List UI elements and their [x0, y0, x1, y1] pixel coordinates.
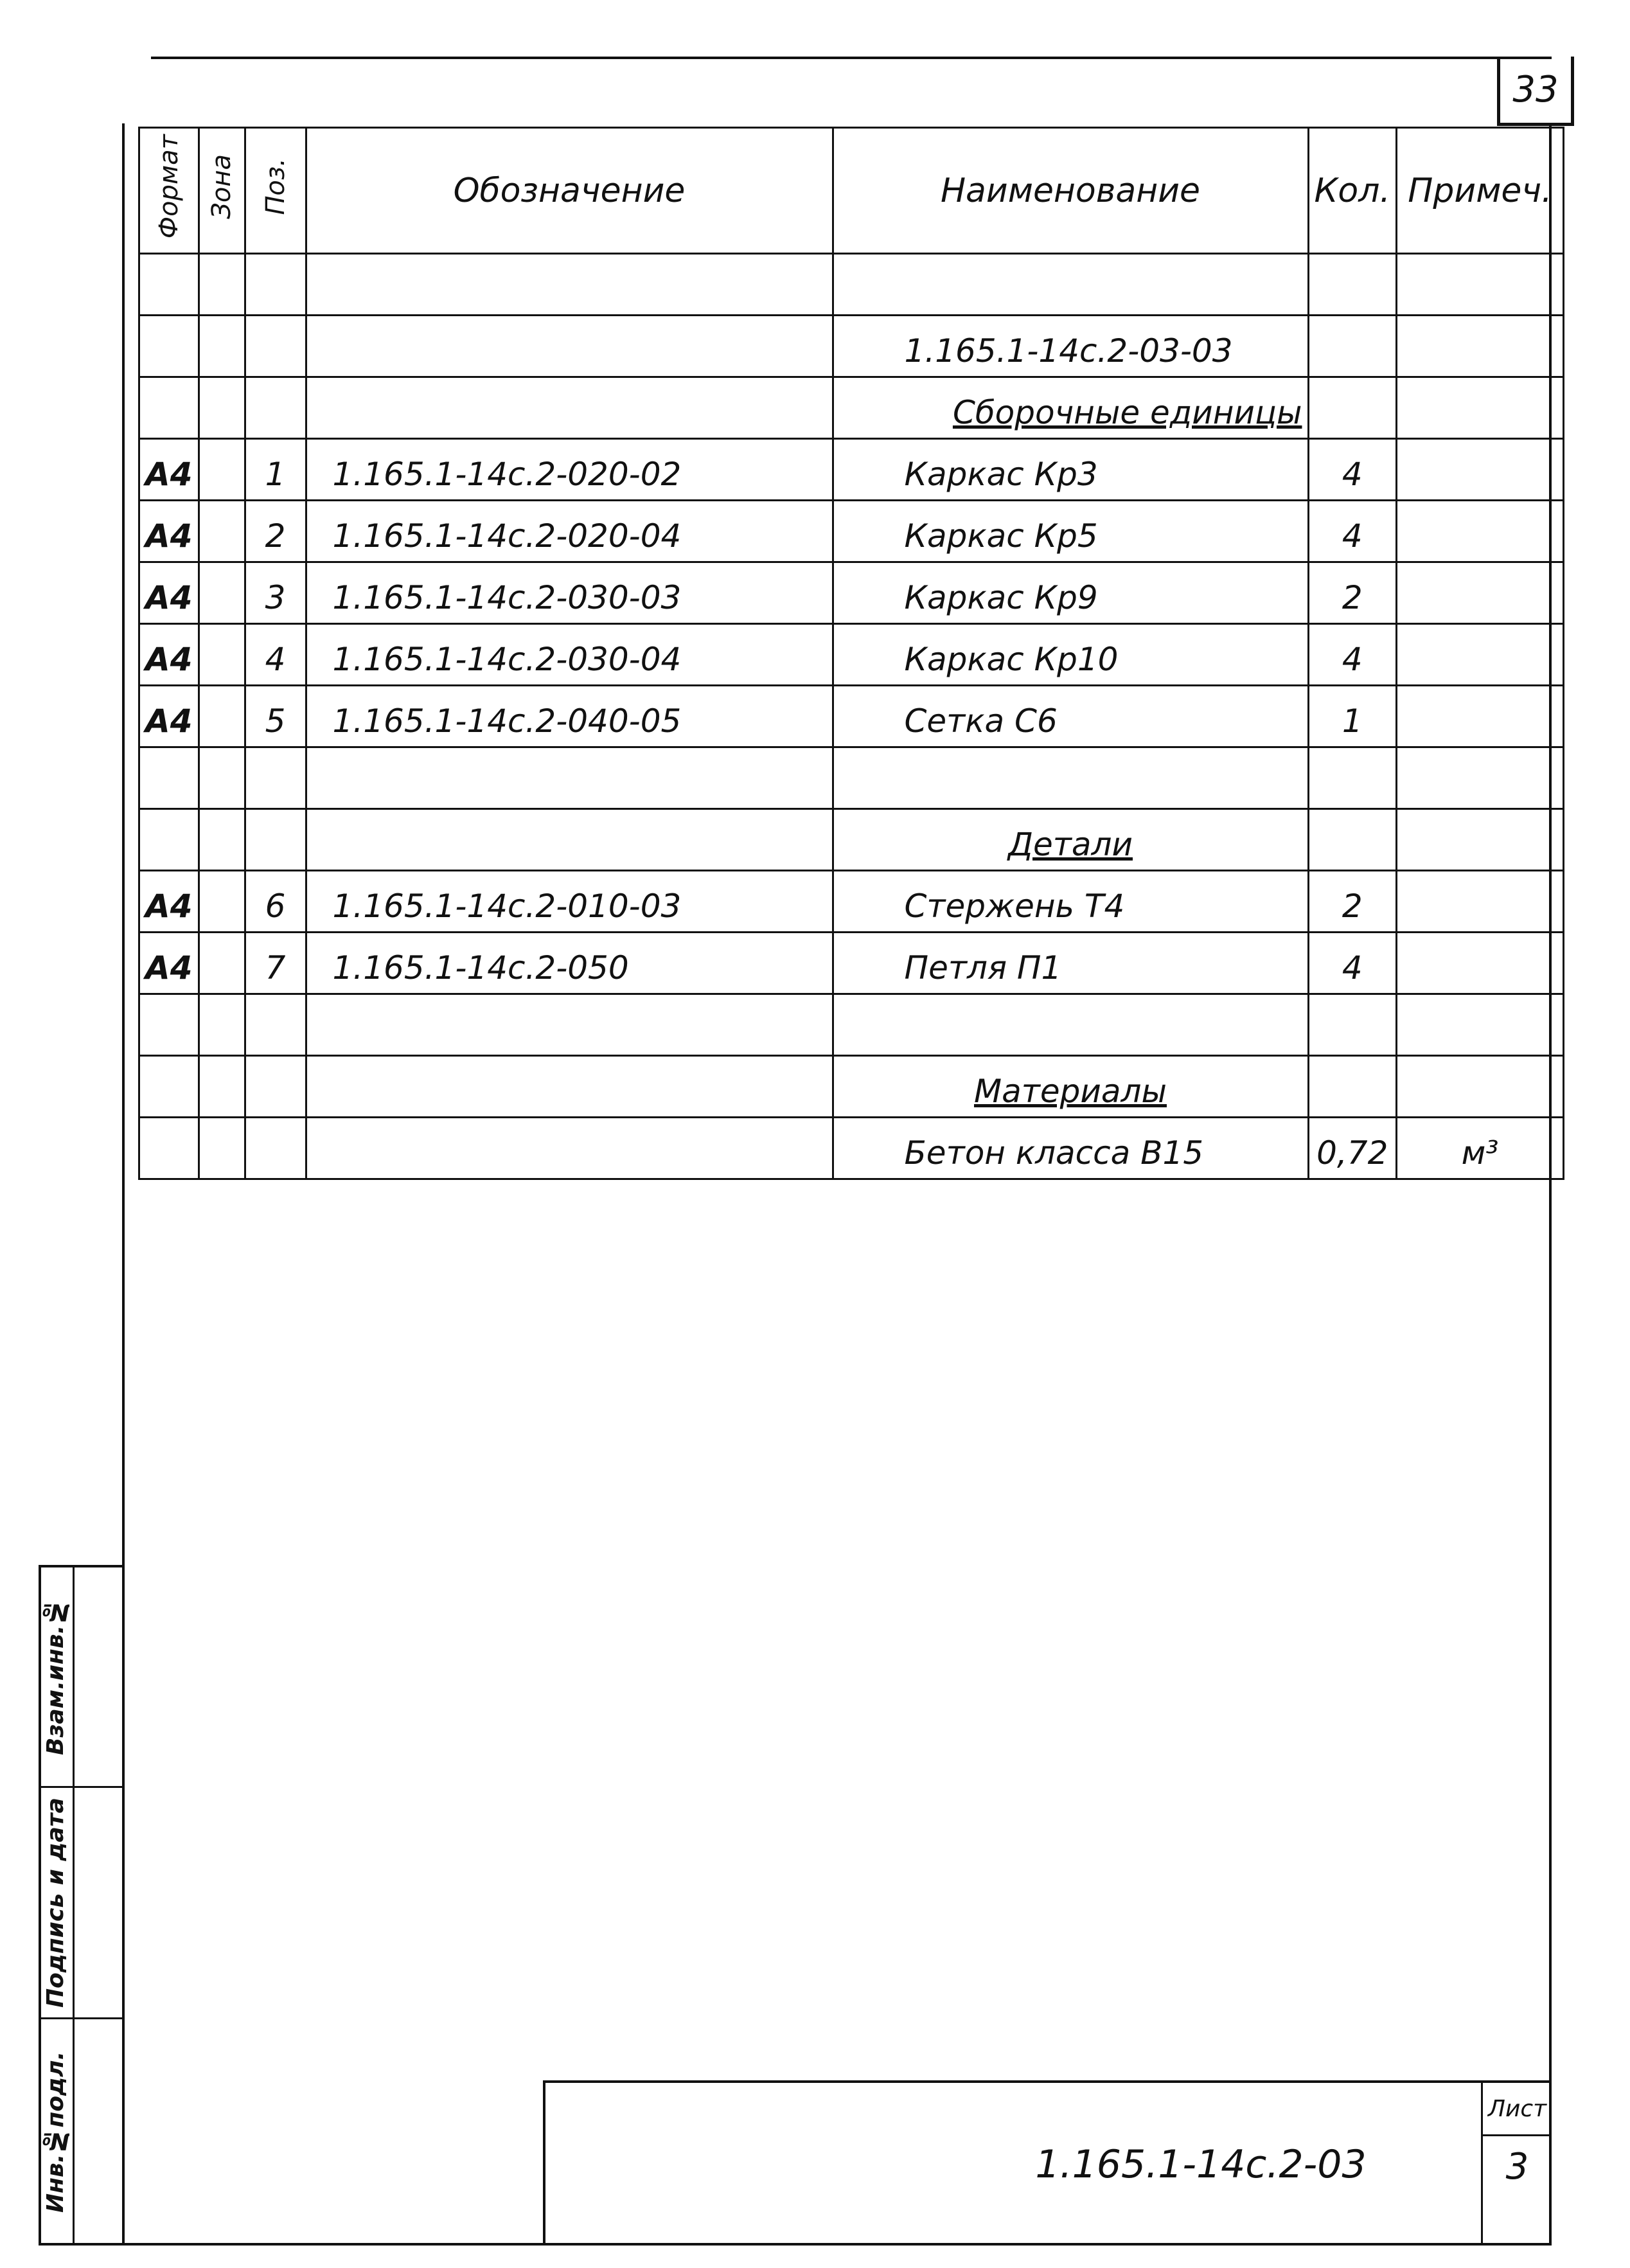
table-row: [139, 254, 1564, 316]
row-zone: [199, 686, 245, 747]
row-zone: [199, 1056, 245, 1118]
page-number-text: 33: [1512, 69, 1559, 111]
row-format: [139, 377, 199, 439]
row-note: [1397, 562, 1564, 624]
header-format: Формат: [139, 128, 199, 254]
row-qty: 1: [1308, 686, 1397, 747]
header-name: Наименование: [833, 128, 1308, 254]
row-pos: [245, 1056, 306, 1118]
row-name: Каркас Кр5: [833, 501, 1308, 562]
row-name: [833, 254, 1308, 316]
row-format: А4: [139, 933, 199, 994]
table-row: [139, 809, 1564, 871]
row-format: А4: [139, 624, 199, 686]
row-qty: [1308, 1056, 1397, 1118]
row-format: А4: [139, 562, 199, 624]
table-row: [139, 686, 1564, 747]
row-zone: [199, 809, 245, 871]
sheet-box: [1481, 2083, 1552, 2246]
row-qty: [1308, 747, 1397, 809]
row-format: [139, 254, 199, 316]
row-zone: [199, 562, 245, 624]
header-zone: Зона: [199, 128, 245, 254]
row-note: [1397, 501, 1564, 562]
row-format: А4: [139, 686, 199, 747]
title-block: [543, 2080, 1552, 2246]
specification-body: [139, 254, 1564, 1179]
sign-date-label: Подпись и дата: [42, 1798, 69, 2008]
row-note: [1397, 809, 1564, 871]
row-designation: [306, 1118, 833, 1179]
row-qty: 2: [1308, 871, 1397, 933]
row-name: Петля П1: [833, 933, 1308, 994]
row-pos: 6: [245, 871, 306, 933]
row-note: [1397, 994, 1564, 1056]
row-format: [139, 994, 199, 1056]
row-designation: [306, 377, 833, 439]
row-qty: [1308, 994, 1397, 1056]
row-designation: 1.165.1-14с.2-030-04: [306, 624, 833, 686]
row-name: Детали: [833, 809, 1308, 871]
table-row: [139, 871, 1564, 933]
row-designation: 1.165.1-14с.2-040-05: [306, 686, 833, 747]
row-designation: [306, 747, 833, 809]
row-name: Каркас Кр10: [833, 624, 1308, 686]
table-row: [139, 994, 1564, 1056]
document-number: 1.165.1-14с.2-03: [1035, 2141, 1367, 2187]
row-note: [1397, 747, 1564, 809]
row-note: [1397, 933, 1564, 994]
table-row: [139, 747, 1564, 809]
row-pos: [245, 254, 306, 316]
table-row: [139, 1056, 1564, 1118]
row-note: [1397, 1056, 1564, 1118]
row-pos: 5: [245, 686, 306, 747]
row-pos: 4: [245, 624, 306, 686]
row-name: Каркас Кр3: [833, 439, 1308, 501]
row-zone: [199, 933, 245, 994]
row-qty: 2: [1308, 562, 1397, 624]
row-zone: [199, 316, 245, 377]
row-pos: [245, 994, 306, 1056]
row-designation: [306, 809, 833, 871]
row-designation: 1.165.1-14с.2-050: [306, 933, 833, 994]
specification-table: [138, 127, 1564, 1180]
row-name: Сетка С6: [833, 686, 1308, 747]
row-zone: [199, 747, 245, 809]
row-note: [1397, 254, 1564, 316]
row-qty: 4: [1308, 439, 1397, 501]
row-note: [1397, 316, 1564, 377]
row-zone: [199, 994, 245, 1056]
inv-orig-label: Инв.№подл.: [42, 2051, 69, 2213]
row-qty: 0,72: [1308, 1118, 1397, 1179]
row-designation: 1.165.1-14с.2-020-02: [306, 439, 833, 501]
table-row: [139, 1118, 1564, 1179]
row-note: [1397, 686, 1564, 747]
row-zone: [199, 1118, 245, 1179]
row-qty: [1308, 254, 1397, 316]
row-designation: 1.165.1-14с.2-020-04: [306, 501, 833, 562]
row-pos: 7: [245, 933, 306, 994]
row-pos: [245, 316, 306, 377]
row-qty: 4: [1308, 624, 1397, 686]
row-note: [1397, 871, 1564, 933]
row-format: [139, 747, 199, 809]
row-name: [833, 747, 1308, 809]
row-qty: 4: [1308, 501, 1397, 562]
row-designation: [306, 994, 833, 1056]
row-zone: [199, 501, 245, 562]
row-qty: [1308, 809, 1397, 871]
top-border-line: [151, 57, 1552, 59]
table-row: [139, 562, 1564, 624]
row-qty: 4: [1308, 933, 1397, 994]
row-format: [139, 809, 199, 871]
row-note: [1397, 377, 1564, 439]
row-name: Каркас Кр9: [833, 562, 1308, 624]
row-zone: [199, 439, 245, 501]
row-format: А4: [139, 439, 199, 501]
row-zone: [199, 871, 245, 933]
table-row: [139, 316, 1564, 377]
row-name: Стержень Т4: [833, 871, 1308, 933]
row-designation: 1.165.1-14с.2-010-03: [306, 871, 833, 933]
row-designation: 1.165.1-14с.2-030-03: [306, 562, 833, 624]
row-designation: [306, 1056, 833, 1118]
table-row: [139, 439, 1564, 501]
sheet-label: Лист: [1483, 2083, 1552, 2136]
side-stamp: [39, 1565, 122, 2246]
row-note: [1397, 439, 1564, 501]
row-name: 1.165.1-14с.2-03-03: [833, 316, 1308, 377]
header-row: [139, 128, 1564, 254]
header-note: Примеч.: [1397, 128, 1564, 254]
row-format: А4: [139, 501, 199, 562]
row-pos: 3: [245, 562, 306, 624]
row-pos: [245, 377, 306, 439]
row-designation: [306, 254, 833, 316]
row-note: [1397, 624, 1564, 686]
row-zone: [199, 624, 245, 686]
header-qty: Кол.: [1308, 128, 1397, 254]
table-row: [139, 377, 1564, 439]
row-name: Бетон класса В15: [833, 1118, 1308, 1179]
row-pos: [245, 809, 306, 871]
row-format: [139, 1056, 199, 1118]
row-pos: 1: [245, 439, 306, 501]
row-designation: [306, 316, 833, 377]
row-format: А4: [139, 871, 199, 933]
row-qty: [1308, 377, 1397, 439]
row-name: Материалы: [833, 1056, 1308, 1118]
table-row: [139, 501, 1564, 562]
inv-replace-label: Взам.инв.№: [42, 1598, 69, 1755]
row-zone: [199, 377, 245, 439]
row-note: м³: [1397, 1118, 1564, 1179]
table-row: [139, 624, 1564, 686]
row-format: [139, 316, 199, 377]
row-pos: 2: [245, 501, 306, 562]
row-name: Сборочные единицы: [833, 377, 1308, 439]
header-designation: Обозначение: [306, 128, 833, 254]
row-zone: [199, 254, 245, 316]
header-pos: Поз.: [245, 128, 306, 254]
page-number: [1497, 57, 1574, 126]
row-qty: [1308, 316, 1397, 377]
row-pos: [245, 1118, 306, 1179]
row-pos: [245, 747, 306, 809]
table-row: [139, 933, 1564, 994]
row-format: [139, 1118, 199, 1179]
sheet-number: 3: [1505, 2145, 1529, 2188]
row-name: [833, 994, 1308, 1056]
